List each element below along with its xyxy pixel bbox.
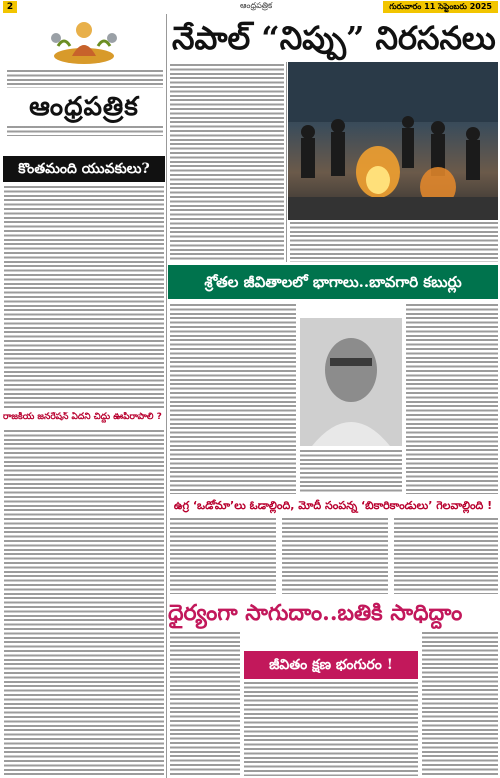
band-headline: శ్రోతల జీవితాలలో భాగాలు..బావగారి కబుర్లు xyxy=(168,265,498,299)
page-number: 2 xyxy=(3,1,17,13)
date-bar: గురువారం 11 సెప్టెంబరు 2025 xyxy=(383,1,498,13)
band-story-col-1 xyxy=(170,304,296,494)
logo-title: ఆంధ్రపత్రిక xyxy=(29,92,139,122)
logo-tagline-lines xyxy=(7,126,163,136)
courage-story-col-2 xyxy=(244,682,418,776)
logo-block xyxy=(3,16,165,156)
ugra-story-col-1 xyxy=(170,518,276,594)
courage-story-col-1 xyxy=(170,632,240,776)
protest-photo-scene xyxy=(288,62,498,220)
ugra-headline: ఉగ్ర ‘ఒడోమా’లు ఓడాల్లింది, మోదీ సంపన్న ‘బికారికాండులు’ గెలవాల్లింది ! xyxy=(173,499,493,512)
ugra-story-col-3 xyxy=(394,518,498,594)
ugra-story-col-2 xyxy=(282,518,388,594)
main-headline: నేపాల్ “నిప్పు” నిరసనలు xyxy=(172,19,496,57)
top-strip xyxy=(0,0,500,14)
masthead-small: ఆంధ్రపత్రిక xyxy=(240,1,273,10)
protest-photo xyxy=(288,62,498,220)
logo-subtitle-lines xyxy=(7,70,163,88)
author-portrait-photo xyxy=(300,318,402,446)
nepal-story-col-2 xyxy=(290,222,498,262)
editorial-subhead: రాజకీయ జనరేషన్ ఏదని చిద్దు ఊపిరాపాలి ? xyxy=(3,412,162,422)
band-story-col-3 xyxy=(406,304,498,494)
column-rule-2 xyxy=(286,62,287,262)
life-headline: జీవితం క్షణ భంగురం ! xyxy=(244,651,418,679)
column-rule-1 xyxy=(166,14,167,778)
editorial-body-2 xyxy=(4,430,164,776)
portrait-figure xyxy=(300,318,402,446)
deity-lakshmi-icon xyxy=(48,16,120,66)
editorial-body xyxy=(4,186,164,408)
courage-story-col-3 xyxy=(422,632,498,776)
band-story-col-2 xyxy=(300,450,402,494)
editorial-headline: కొంతమంది యువకులు? xyxy=(3,156,165,182)
nepal-story-col-1 xyxy=(170,64,284,262)
courage-headline: ధైర్యంగా సాగుదాం..బతికి సాధిద్దాం xyxy=(168,600,463,626)
